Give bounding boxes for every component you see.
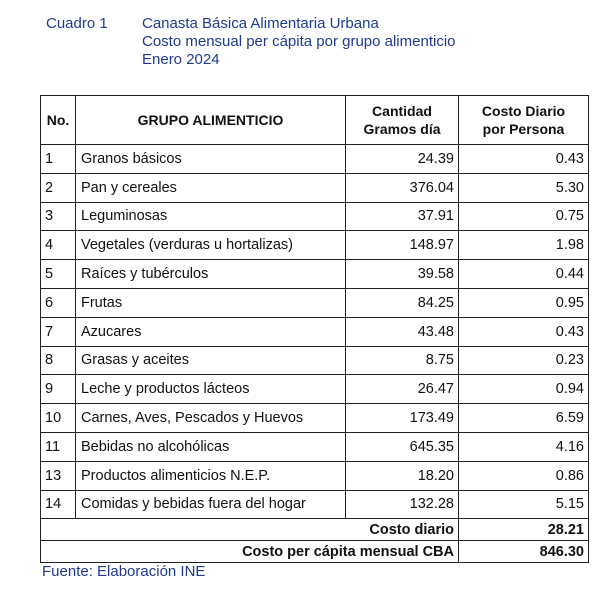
title-line-2: Costo mensual per cápita por grupo alimenticio <box>142 33 456 50</box>
title-line-3: Enero 2024 <box>142 51 220 68</box>
table-row <box>41 346 589 375</box>
row-costo: 1.98 <box>459 231 589 260</box>
row-gramos: 148.97 <box>346 231 459 260</box>
header-cantidad <box>346 96 459 145</box>
row-no: 10 <box>41 404 76 433</box>
row-gramos: 8.75 <box>346 346 459 375</box>
header-cantidad-line2: Gramos día <box>363 121 441 137</box>
daily-cost-label: Costo diario <box>41 519 459 541</box>
row-no: 9 <box>41 375 76 404</box>
row-grupo: Frutas <box>76 288 346 317</box>
row-costo: 5.30 <box>459 173 589 202</box>
table-row <box>41 202 589 231</box>
row-grupo: Pan y cereales <box>76 173 346 202</box>
row-gramos: 84.25 <box>346 288 459 317</box>
row-costo: 4.16 <box>459 432 589 461</box>
table-number-label: Cuadro 1 <box>46 15 108 32</box>
source-footnote: Fuente: Elaboración INE <box>42 563 206 580</box>
row-grupo: Carnes, Aves, Pescados y Huevos <box>76 404 346 433</box>
row-gramos: 645.35 <box>346 432 459 461</box>
food-group-table <box>40 95 589 563</box>
row-grupo: Granos básicos <box>76 145 346 174</box>
row-no: 4 <box>41 231 76 260</box>
row-no: 11 <box>41 432 76 461</box>
row-gramos: 26.47 <box>346 375 459 404</box>
row-gramos: 24.39 <box>346 145 459 174</box>
row-costo: 5.15 <box>459 490 589 519</box>
table-row <box>41 404 589 433</box>
row-costo: 0.94 <box>459 375 589 404</box>
row-costo: 0.95 <box>459 288 589 317</box>
header-cantidad-line1: Cantidad <box>372 103 432 119</box>
row-grupo: Productos alimenticios N.E.P. <box>76 461 346 490</box>
row-gramos: 18.20 <box>346 461 459 490</box>
row-costo: 0.75 <box>459 202 589 231</box>
row-grupo: Bebidas no alcohólicas <box>76 432 346 461</box>
row-gramos: 43.48 <box>346 317 459 346</box>
row-costo: 0.86 <box>459 461 589 490</box>
row-costo: 0.23 <box>459 346 589 375</box>
daily-cost-value: 28.21 <box>459 519 589 541</box>
monthly-cost-row <box>41 541 589 563</box>
title-line-1: Canasta Básica Alimentaria Urbana <box>142 15 379 32</box>
row-grupo: Vegetales (verduras u hortalizas) <box>76 231 346 260</box>
row-costo: 0.43 <box>459 317 589 346</box>
row-costo: 0.43 <box>459 145 589 174</box>
table-row <box>41 432 589 461</box>
row-no: 14 <box>41 490 76 519</box>
table-row <box>41 490 589 519</box>
row-grupo: Comidas y bebidas fuera del hogar <box>76 490 346 519</box>
row-grupo: Leche y productos lácteos <box>76 375 346 404</box>
row-no: 13 <box>41 461 76 490</box>
table-header-row <box>41 96 589 145</box>
header-costo-line2: por Persona <box>482 121 565 137</box>
row-grupo: Grasas y aceites <box>76 346 346 375</box>
header-costo-line1: Costo Diario <box>481 103 566 119</box>
row-gramos: 132.28 <box>346 490 459 519</box>
row-no: 8 <box>41 346 76 375</box>
row-no: 7 <box>41 317 76 346</box>
row-costo: 0.44 <box>459 260 589 289</box>
row-gramos: 39.58 <box>346 260 459 289</box>
header-grupo: GRUPO ALIMENTICIO <box>76 96 346 145</box>
table-row <box>41 317 589 346</box>
row-no: 2 <box>41 173 76 202</box>
table-row <box>41 231 589 260</box>
monthly-cost-label: Costo per cápita mensual CBA <box>41 541 459 563</box>
monthly-cost-value: 846.30 <box>459 541 589 563</box>
row-no: 1 <box>41 145 76 174</box>
row-grupo: Raíces y tubérculos <box>76 260 346 289</box>
daily-cost-row <box>41 519 589 541</box>
table-row <box>41 288 589 317</box>
row-gramos: 376.04 <box>346 173 459 202</box>
header-no: No. <box>41 96 76 145</box>
header-costo <box>459 96 589 145</box>
table-row <box>41 145 589 174</box>
row-costo: 6.59 <box>459 404 589 433</box>
table-row <box>41 173 589 202</box>
row-no: 6 <box>41 288 76 317</box>
row-grupo: Leguminosas <box>76 202 346 231</box>
table-title <box>142 15 456 69</box>
row-gramos: 173.49 <box>346 404 459 433</box>
table-row <box>41 260 589 289</box>
row-gramos: 37.91 <box>346 202 459 231</box>
row-grupo: Azucares <box>76 317 346 346</box>
table-row <box>41 461 589 490</box>
table-row <box>41 375 589 404</box>
row-no: 3 <box>41 202 76 231</box>
row-no: 5 <box>41 260 76 289</box>
